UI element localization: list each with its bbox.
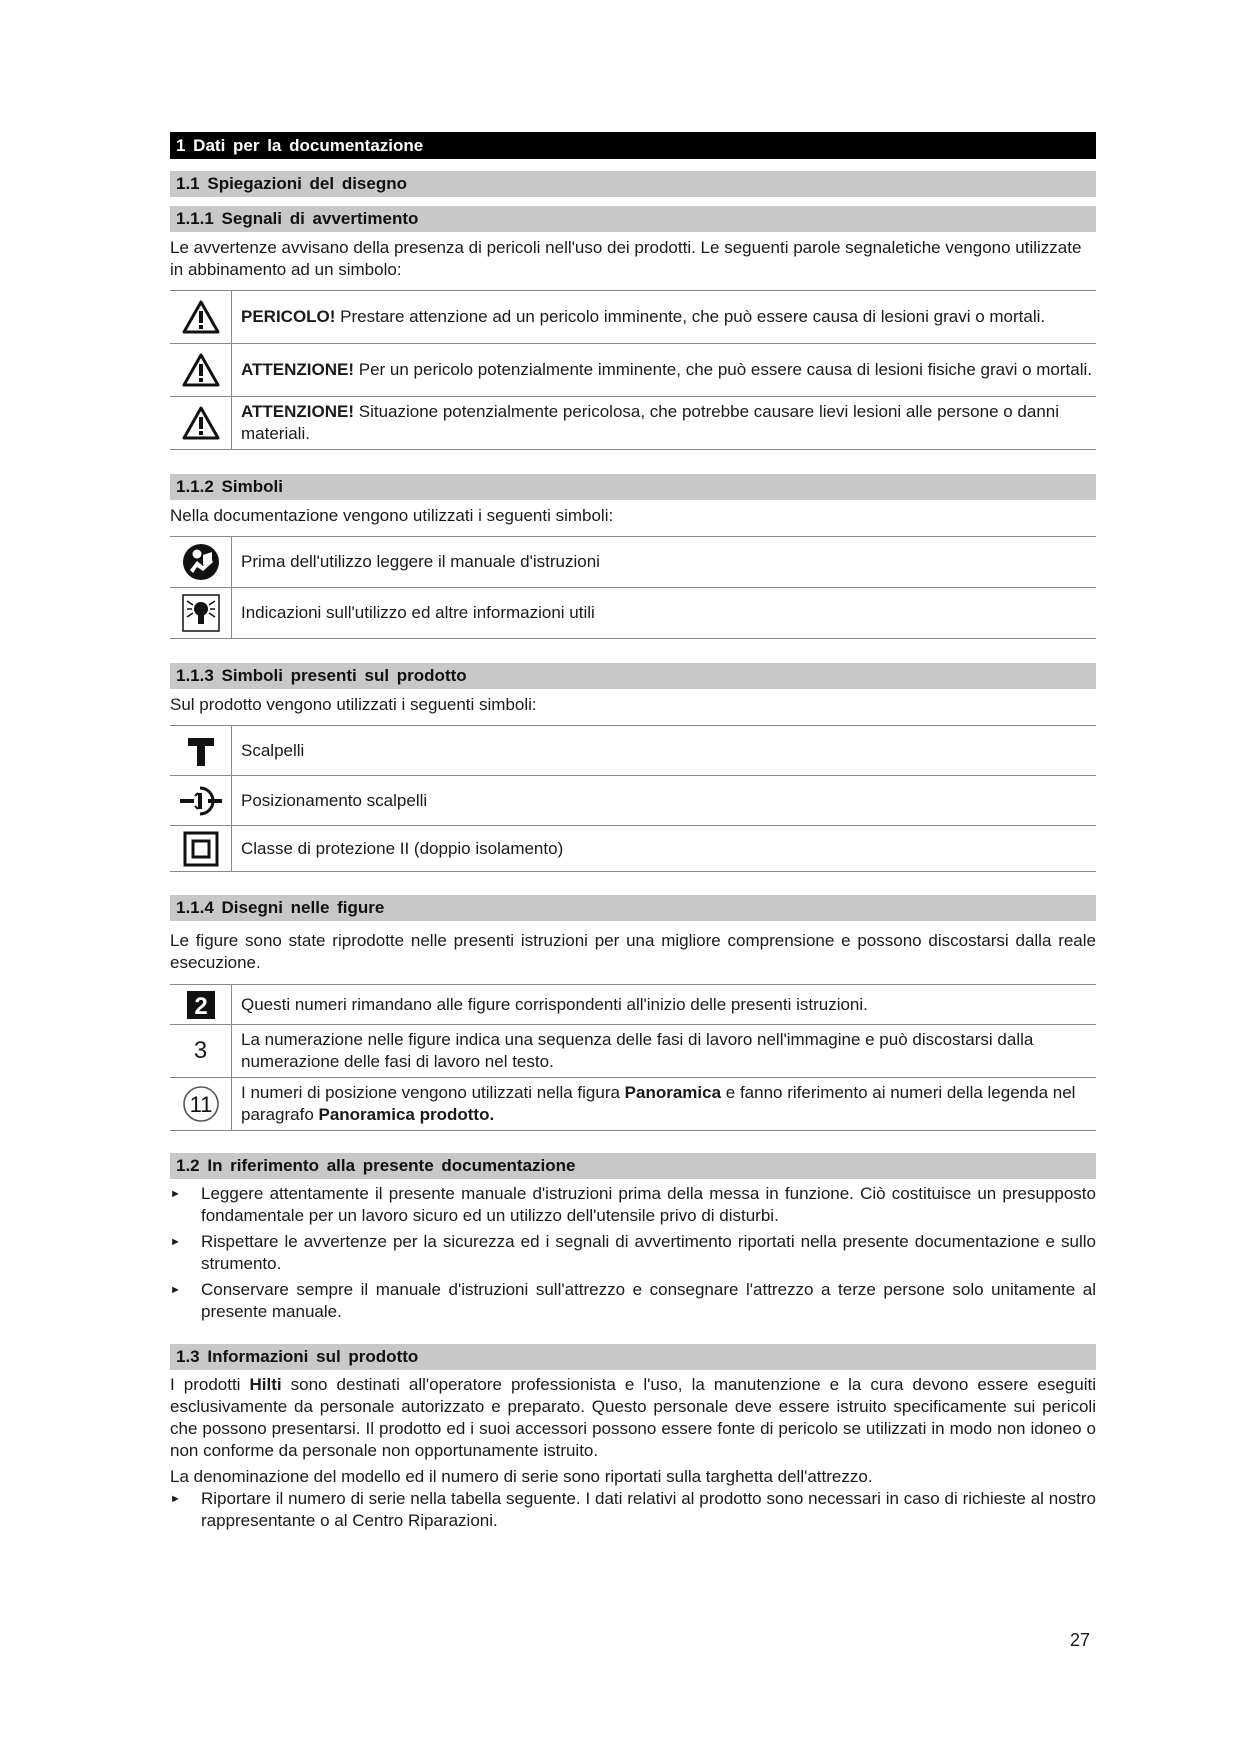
warning-keyword: PERICOLO! <box>241 307 336 326</box>
figure-row-step-number <box>170 1025 1096 1078</box>
figure-row-figure-number <box>170 985 1096 1025</box>
warning-intro: Le avvertenze avvisano della presenza di pericoli nell'uso dei prodotti. Le seguenti parole segnaletiche vengono utilizzate in abbinamento ad un simbolo: <box>170 238 1082 279</box>
product-symbols-table <box>170 725 1096 872</box>
symbol-row-info <box>170 588 1096 639</box>
symbol-row-read-manual <box>170 537 1096 588</box>
position-number-glyph: 11 <box>189 1092 212 1117</box>
page-number: 27 <box>1070 1630 1091 1650</box>
figure-text: I numeri di posizione vengono utilizzati nella figura Panoramica e fanno riferimento ai numeri della legenda nel paragrafo Panoramica prodotto. <box>232 1078 1097 1131</box>
warning-triangle-icon <box>170 344 232 397</box>
read-manual-icon <box>170 537 232 588</box>
figure-row-position-number <box>170 1078 1096 1131</box>
warning-table <box>170 290 1096 450</box>
bullet-item: ► Leggere attentamente il presente manuale d'istruzioni prima della messa in funzione. Ciò costituisce un presupposto fondamentale per un lavoro sicuro ed un utilizzo dell'utensile privo di disturbi. <box>170 1184 1096 1225</box>
section-1-1-3-heading: 1.1.3 Simboli presenti sul prodotto <box>170 663 1096 689</box>
chisel-positioning-icon <box>170 776 232 826</box>
product-symbol-row-positioning <box>170 776 1096 826</box>
figure-number-glyph: 2 <box>193 992 208 1020</box>
double-insulation-icon <box>170 826 232 872</box>
product-symbol-text: Scalpelli <box>232 726 1097 776</box>
section-1-3-heading: 1.3 Informazioni sul prodotto <box>170 1344 1096 1370</box>
section-1-1-1-heading: 1.1.1 Segnali di avvertimento <box>170 206 1096 232</box>
section-1-1-2-heading: 1.1.2 Simboli <box>170 474 1096 500</box>
bullet-marker-icon: ► <box>170 1493 181 1505</box>
bullet-marker-icon: ► <box>170 1284 181 1296</box>
warning-text: Prestare attenzione ad un pericolo imminente, che può essere causa di lesioni gravi o mortali. <box>335 307 1046 326</box>
symbols-table <box>170 536 1096 639</box>
warning-keyword: ATTENZIONE! <box>241 360 355 379</box>
symbols-intro: Nella documentazione vengono utilizzati i seguenti simboli: <box>170 506 614 525</box>
figure-text: La numerazione nelle figure indica una sequenza delle fasi di lavoro nell'immagine e può discostarsi dalla numerazione delle fasi di lavoro nel testo. <box>232 1025 1097 1078</box>
bullet-marker-icon: ► <box>170 1188 181 1200</box>
section-1-1-4-heading: 1.1.4 Disegni nelle figure <box>170 895 1096 921</box>
warning-row-caution-1 <box>170 344 1096 397</box>
nameplate-paragraph: La denominazione del modello ed il numero di serie sono riportati sulla targhetta dell'attrezzo. <box>170 1467 873 1486</box>
warning-triangle-icon <box>170 397 232 450</box>
product-symbols-intro: Sul prodotto vengono utilizzati i seguenti simboli: <box>170 695 537 714</box>
step-number-icon <box>170 1025 232 1078</box>
figures-intro: Le figure sono state riprodotte nelle presenti istruzioni per una migliore comprensione e possono discostarsi dalla reale esecuzione. <box>170 931 1096 972</box>
figures-table <box>170 984 1096 1131</box>
warning-row-danger <box>170 291 1096 344</box>
bullet-item: ► Conservare sempre il manuale d'istruzioni sull'attrezzo e consegnare l'attrezzo a terze persone solo unitamente al presente manuale. <box>170 1280 1096 1321</box>
product-info-paragraph: I prodotti Hilti sono destinati all'operatore professionista e l'uso, la manutenzione e la cura devono essere eseguiti esclusivamente da personale autorizzato e preparato. Questo personale deve essere istruito specificamente sui pericoli che possono presentarsi. Il prodotto ed i suoi accessori possono essere fonte di pericolo se utilizzati in modo non idoneo o non conforme da personale non opportunamente istruito. <box>170 1375 1096 1460</box>
section-1-2-heading: 1.2 In riferimento alla presente documentazione <box>170 1153 1096 1179</box>
chisel-hammer-icon <box>170 726 232 776</box>
lightbulb-info-icon <box>170 588 232 639</box>
section-1-1-heading: 1.1 Spiegazioni del disegno <box>170 171 1096 197</box>
manual-page <box>170 132 1096 1532</box>
symbol-text: Indicazioni sull'utilizzo ed altre informazioni utili <box>232 588 1097 639</box>
figure-text: Questi numeri rimandano alle figure corrispondenti all'inizio delle presenti istruzioni. <box>232 985 1097 1025</box>
bullet-item: ► Rispettare le avvertenze per la sicurezza ed i segnali di avvertimento riportati nella presente documentazione e sullo strumento. <box>170 1232 1096 1273</box>
section-1-heading: 1 Dati per la documentazione <box>170 132 1096 159</box>
product-symbol-text: Classe di protezione II (doppio isolamento) <box>232 826 1097 872</box>
warning-text: Situazione potenzialmente pericolosa, che potrebbe causare lievi lesioni alle persone o danni materiali. <box>241 402 1060 443</box>
step-number-glyph: 3 <box>193 1037 208 1064</box>
position-number-icon <box>170 1078 232 1131</box>
bullet-marker-icon: ► <box>170 1236 181 1248</box>
warning-keyword: ATTENZIONE! <box>241 402 355 421</box>
product-symbol-text: Posizionamento scalpelli <box>232 776 1097 826</box>
warning-triangle-icon <box>170 291 232 344</box>
bullet-item: ► Riportare il numero di serie nella tabella seguente. I dati relativi al prodotto sono necessari in caso di richieste al nostro rappresentante o al Centro Riparazioni. <box>170 1489 1096 1530</box>
product-symbol-row-insulation <box>170 826 1096 872</box>
figure-number-icon <box>170 985 232 1025</box>
symbol-text: Prima dell'utilizzo leggere il manuale d'istruzioni <box>232 537 1097 588</box>
warning-text: Per un pericolo potenzialmente imminente, che può essere causa di lesioni fisiche gravi o mortali. <box>354 360 1093 379</box>
product-symbol-row-chisel <box>170 726 1096 776</box>
warning-row-caution-2 <box>170 397 1096 450</box>
